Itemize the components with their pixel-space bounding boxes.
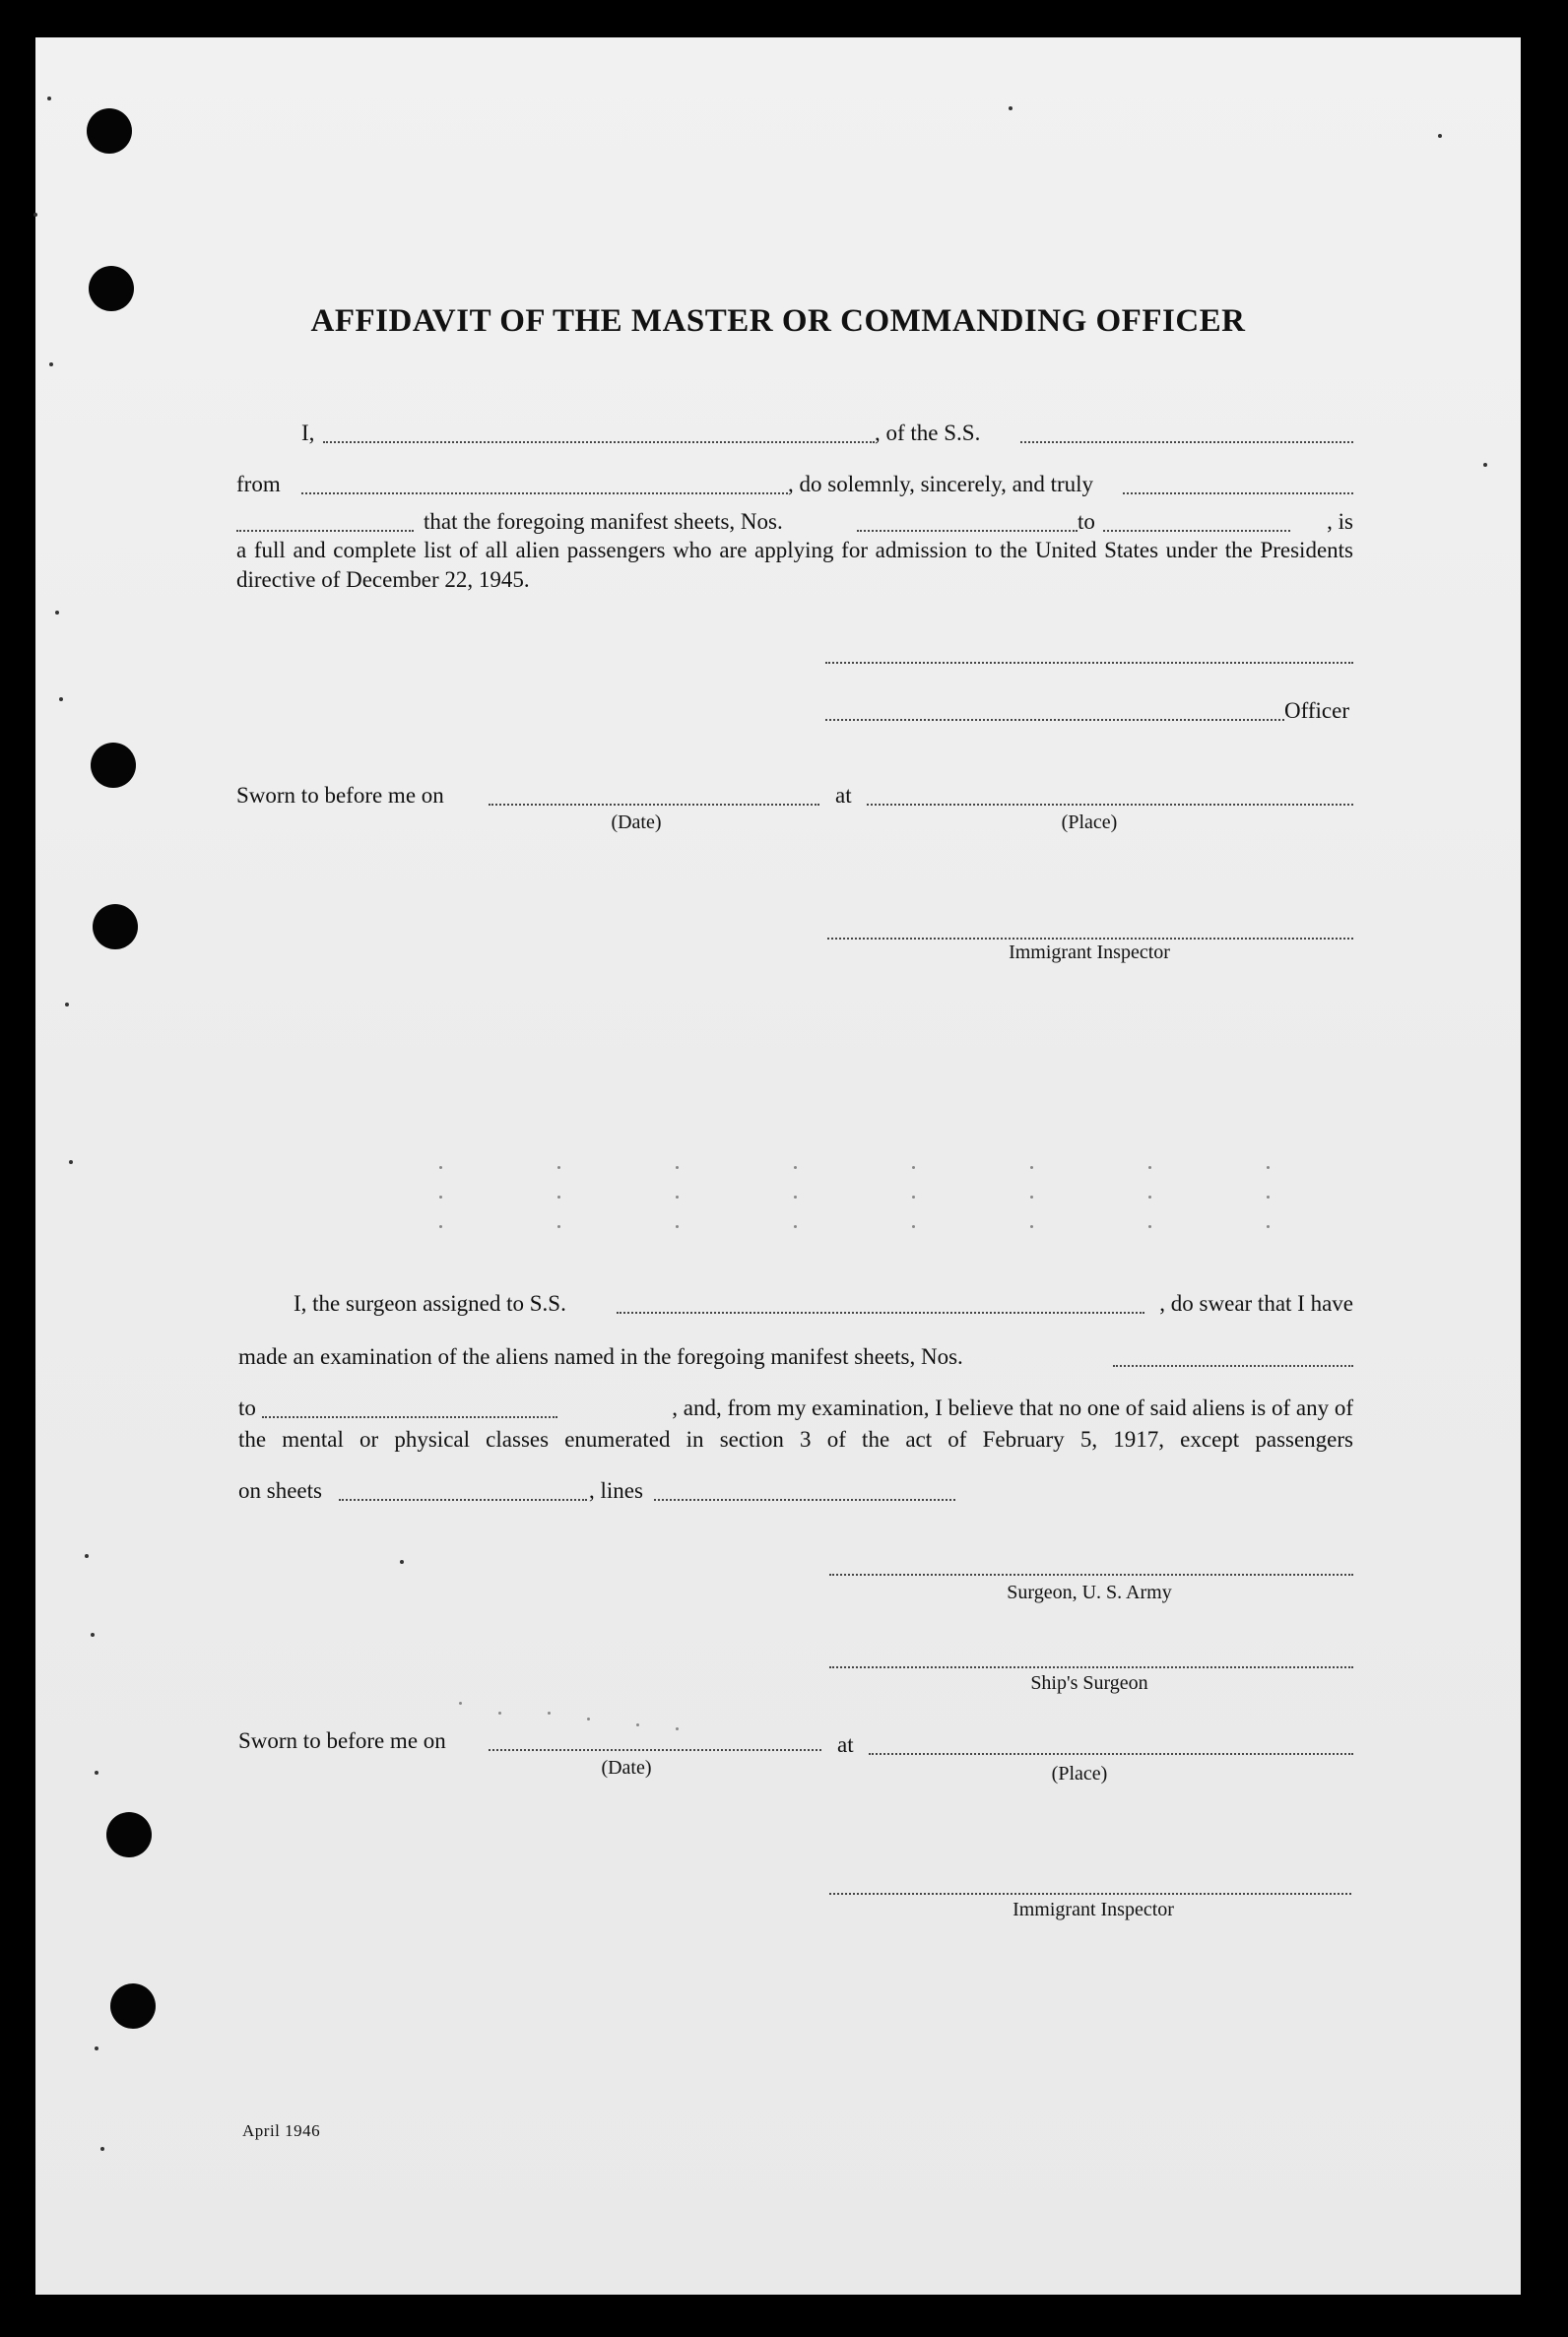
- document-page: [35, 37, 1521, 2295]
- master-signature-line[interactable]: [825, 662, 1353, 664]
- army-surgeon-signature-line[interactable]: [829, 1574, 1353, 1576]
- form-date-footer: April 1946: [242, 2121, 321, 2140]
- surgeon-swear-label: , do swear that I have: [1159, 1291, 1353, 1316]
- page-title: AFFIDAVIT OF THE MASTER OR COMMANDING OFFICER: [310, 303, 1246, 339]
- master-sworn-label: Sworn to before me on: [236, 783, 444, 808]
- surgeon-nos-to-field[interactable]: [262, 1416, 557, 1418]
- master-i-label: I,: [301, 421, 315, 445]
- master-sworn-date-field[interactable]: [489, 804, 819, 806]
- master-name-field[interactable]: [323, 441, 875, 443]
- master-ship-field[interactable]: [1020, 441, 1353, 443]
- surgeon-date-caption: (Date): [601, 1757, 652, 1779]
- surgeon-sheets-field[interactable]: [339, 1499, 587, 1501]
- surgeon-sworn-place-field[interactable]: [869, 1753, 1353, 1755]
- surgeon-classes-text: the mental or physical classes enumerated in section 3 of the act of February 5, 1917, except passengers: [238, 1427, 1353, 1452]
- master-at-label: at: [835, 783, 852, 808]
- surgeon-sheets-label: on sheets: [238, 1478, 322, 1503]
- master-oath-continued-field[interactable]: [236, 530, 414, 532]
- master-nos-to-field[interactable]: [1103, 530, 1290, 532]
- surgeon-ship-field[interactable]: [617, 1312, 1144, 1314]
- master-to-label: to: [1078, 509, 1095, 534]
- surgeon-sworn-label: Sworn to before me on: [238, 1728, 446, 1753]
- surgeon-nos-from-field[interactable]: [1113, 1365, 1353, 1367]
- ships-surgeon-caption: Ship's Surgeon: [1030, 1672, 1148, 1694]
- master-inspector-signature-line[interactable]: [827, 938, 1353, 940]
- army-surgeon-caption: Surgeon, U. S. Army: [1007, 1582, 1172, 1603]
- master-is-label: , is: [1327, 509, 1353, 534]
- master-manifest-label: that the foregoing manifest sheets, Nos.: [424, 509, 783, 534]
- officer-signature-line[interactable]: [825, 719, 1284, 721]
- punch-hole: [87, 108, 132, 154]
- punch-hole: [106, 1812, 152, 1857]
- surgeon-assigned-label: I, the surgeon assigned to S.S.: [294, 1291, 566, 1316]
- master-from-label: from: [236, 472, 281, 496]
- punch-hole: [93, 904, 138, 949]
- surgeon-inspector-signature-line[interactable]: [829, 1893, 1351, 1895]
- surgeon-lines-label: , lines: [589, 1478, 643, 1503]
- master-of-ss-label: , of the S.S.: [875, 421, 981, 445]
- master-date-caption: (Date): [611, 811, 662, 833]
- master-inspector-caption: Immigrant Inspector: [1009, 941, 1170, 963]
- surgeon-lines-field[interactable]: [654, 1499, 955, 1501]
- punch-hole: [110, 1983, 156, 2029]
- surgeon-inspector-caption: Immigrant Inspector: [1013, 1899, 1174, 1920]
- master-oath-field[interactable]: [1123, 492, 1353, 494]
- surgeon-examination-label: made an examination of the aliens named in the foregoing manifest sheets, Nos.: [238, 1344, 963, 1369]
- surgeon-place-caption: (Place): [1051, 1763, 1108, 1785]
- surgeon-at-label: at: [837, 1732, 854, 1757]
- master-sworn-place-field[interactable]: [867, 804, 1353, 806]
- master-nos-from-field[interactable]: [857, 530, 1078, 532]
- master-solemnly-label: , do solemnly, sincerely, and truly: [788, 472, 1094, 496]
- surgeon-sworn-date-field[interactable]: [489, 1749, 821, 1751]
- surgeon-to-label: to: [238, 1396, 256, 1420]
- master-declaration-text: a full and complete list of all alien passengers who are applying for admission to the United States under the Presidents directive of December 22, 1945.: [236, 538, 1353, 592]
- punch-hole: [91, 743, 136, 788]
- officer-label: Officer: [1284, 698, 1349, 723]
- ships-surgeon-signature-line[interactable]: [829, 1666, 1353, 1668]
- surgeon-belief-label: , and, from my examination, I believe that no one of said aliens is of any of: [672, 1396, 1353, 1420]
- master-from-field[interactable]: [301, 492, 788, 494]
- master-place-caption: (Place): [1061, 811, 1118, 833]
